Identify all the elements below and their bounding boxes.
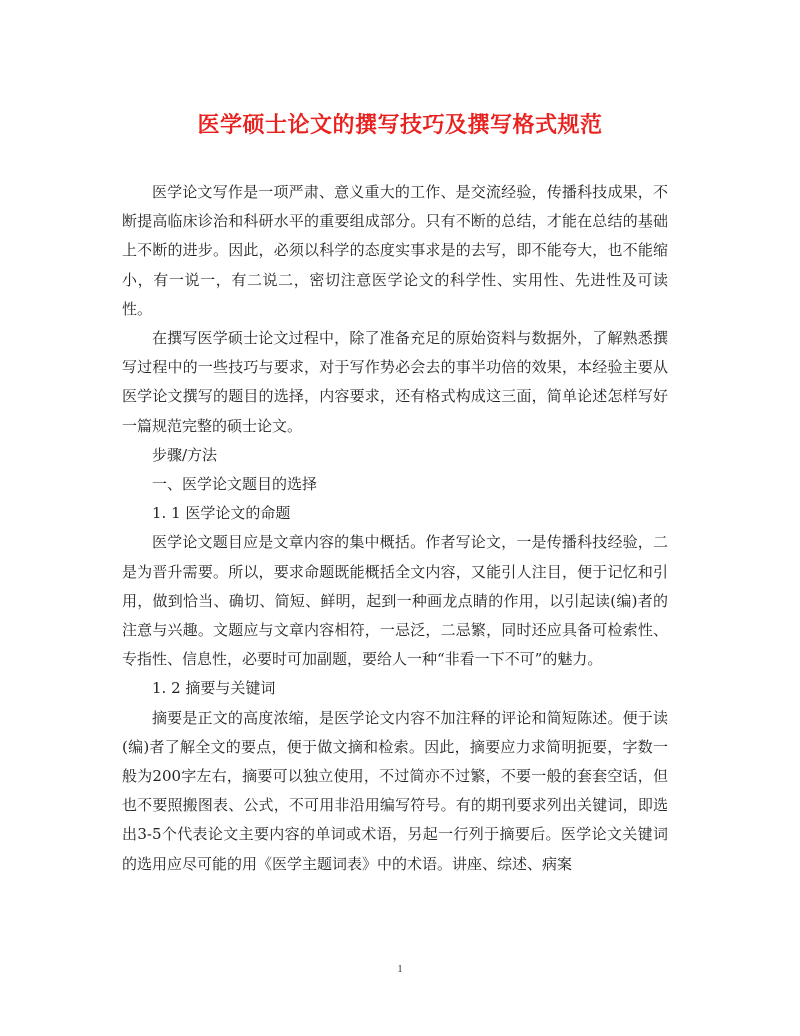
paragraph-abstract-keywords: 摘要是正文的高度浓缩，是医学论文内容不加注释的评论和简短陈述。便于读(编)者了解全文的要点，便于做文摘和检索。因此，摘要应力求简明扼要，字数一般为200字左右，摘要可以独立使用，不过简亦不过繁，不要一般的套套空话，但也不要照搬图表、公式，不可用非沿用编写符号。有的期刊要求列出关键词，即选出3-5个代表论文主要内容的单词或术语，另起一行列于摘要后。医学论文关键词的选用应尽可能的用《医学主题词表》中的术语。讲座、综述、病案	[122, 708, 668, 873]
heading-section-1-2: 1. 2 摘要与关键词	[152, 679, 276, 698]
page-number: 1	[397, 963, 403, 975]
paragraph-overview: 在撰写医学硕士论文过程中，除了准备充足的原始资料与数据外，了解熟悉撰写过程中的一些技巧与要求，对于写作势必会去的事半功倍的效果，本经验主要从医学论文撰写的题目的选择，内容要求，还有格式构成这三面，简单论述怎样写好一篇规范完整的硕士论文。	[122, 329, 668, 435]
paragraph-intro: 医学论文写作是一项严肃、意义重大的工作、是交流经验，传播科技成果，不断提高临床诊治和科研水平的重要组成部分。只有不断的总结，才能在总结的基础上不断的进步。因此，必须以科学的态度实事求是的去写，即不能夸大，也不能缩小，有一说一，有二说二，密切注意医学论文的科学性、实用性、先进性及可读性。	[122, 183, 668, 318]
paragraph-title-selection: 医学论文题目应是文章内容的集中概括。作者写论文，一是传播科技经验，二是为晋升需要。所以，要求命题既能概括全文内容，又能引人注目，便于记忆和引用，做到恰当、确切、简短、鲜明，起到一种画龙点睛的作用，以引起读(编)者的注意与兴趣。文题应与文章内容相符，一忌泛，二忌繁，同时还应具备可检索性、专指性、信息性，必要时可加副题，要给人一种“非看一下不可”的魅力。	[122, 533, 668, 669]
document-body	[122, 178, 668, 879]
heading-section-1: 一、医学论文题目的选择	[152, 475, 318, 494]
heading-section-1-1: 1. 1 医学论文的命题	[152, 504, 291, 523]
heading-steps: 步骤/方法	[152, 445, 218, 464]
document-title: 医学硕士论文的撰写技巧及撰写格式规范	[197, 112, 603, 138]
